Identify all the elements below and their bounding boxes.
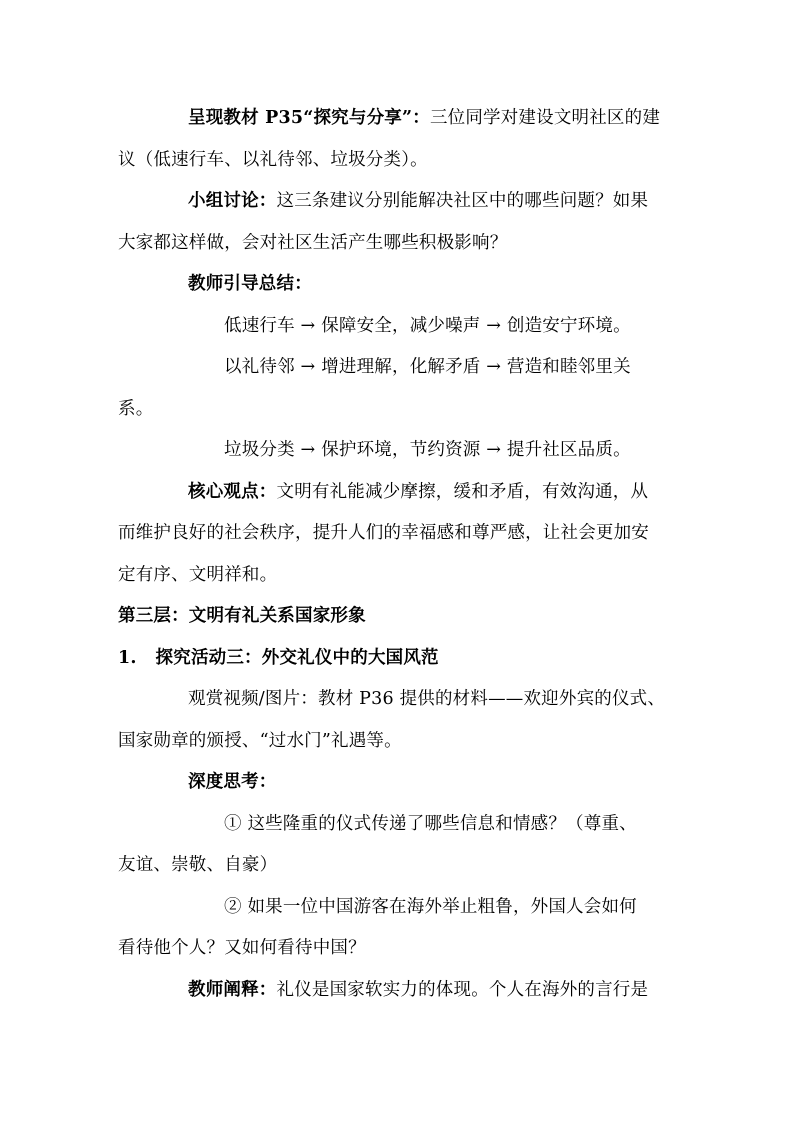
paragraph-line: 国家勋章的颁授、“过水门”礼遇等。 xyxy=(118,731,402,751)
question-line: ② 如果一位中国游客在海外举止粗鲁，外国人会如何 xyxy=(224,897,637,917)
question-line: 看待他个人？又如何看待中国？ xyxy=(118,938,366,958)
paragraph-line: 定有序、文明祥和。 xyxy=(118,565,278,585)
paragraph-line: 观赏视频/图片：教材 P36 提供的材料——欢迎外宾的仪式、 xyxy=(188,689,666,709)
section-heading: 深度思考： xyxy=(188,772,277,792)
paragraph-line: 而维护良好的社会秩序，提升人们的幸福感和尊严感，让社会更加安 xyxy=(118,523,649,543)
paragraph-line: 核心观点：文明有礼能减少摩擦，缓和矛盾，有效沟通，从 xyxy=(188,482,649,502)
summary-line: 以礼待邻 → 增进理解，化解矛盾 → 营造和睦邻里关 xyxy=(224,357,631,377)
summary-line: 垃圾分类 → 保护环境，节约资源 → 提升社区品质。 xyxy=(224,440,631,460)
paragraph-line: 小组讨论：这三条建议分别能解决社区中的哪些问题？如果 xyxy=(188,191,649,211)
summary-line: 系。 xyxy=(118,399,154,419)
section-title: 第三层：文明有礼关系国家形象 xyxy=(118,606,366,626)
paragraph-line: 大家都这样做，会对社区生活产生哪些积极影响？ xyxy=(118,233,508,253)
question-line: 友谊、崇敬、自豪） xyxy=(118,855,278,875)
activity-title: 1. 探究活动三：外交礼仪中的大国风范 xyxy=(118,648,439,668)
question-line: ① 这些隆重的仪式传递了哪些信息和情感？（尊重、 xyxy=(224,814,637,834)
paragraph-line: 议（低速行车、以礼待邻、垃圾分类）。 xyxy=(118,150,428,170)
paragraph-line: 呈现教材 P35“探究与分享”：三位同学对建设文明社区的建 xyxy=(188,108,661,128)
summary-line: 低速行车 → 保障安全，减少噪声 → 创造安宁环境。 xyxy=(224,316,631,336)
section-heading: 教师引导总结： xyxy=(188,274,312,294)
paragraph-line: 教师阐释：礼仪是国家软实力的体现。个人在海外的言行是 xyxy=(188,980,649,1000)
